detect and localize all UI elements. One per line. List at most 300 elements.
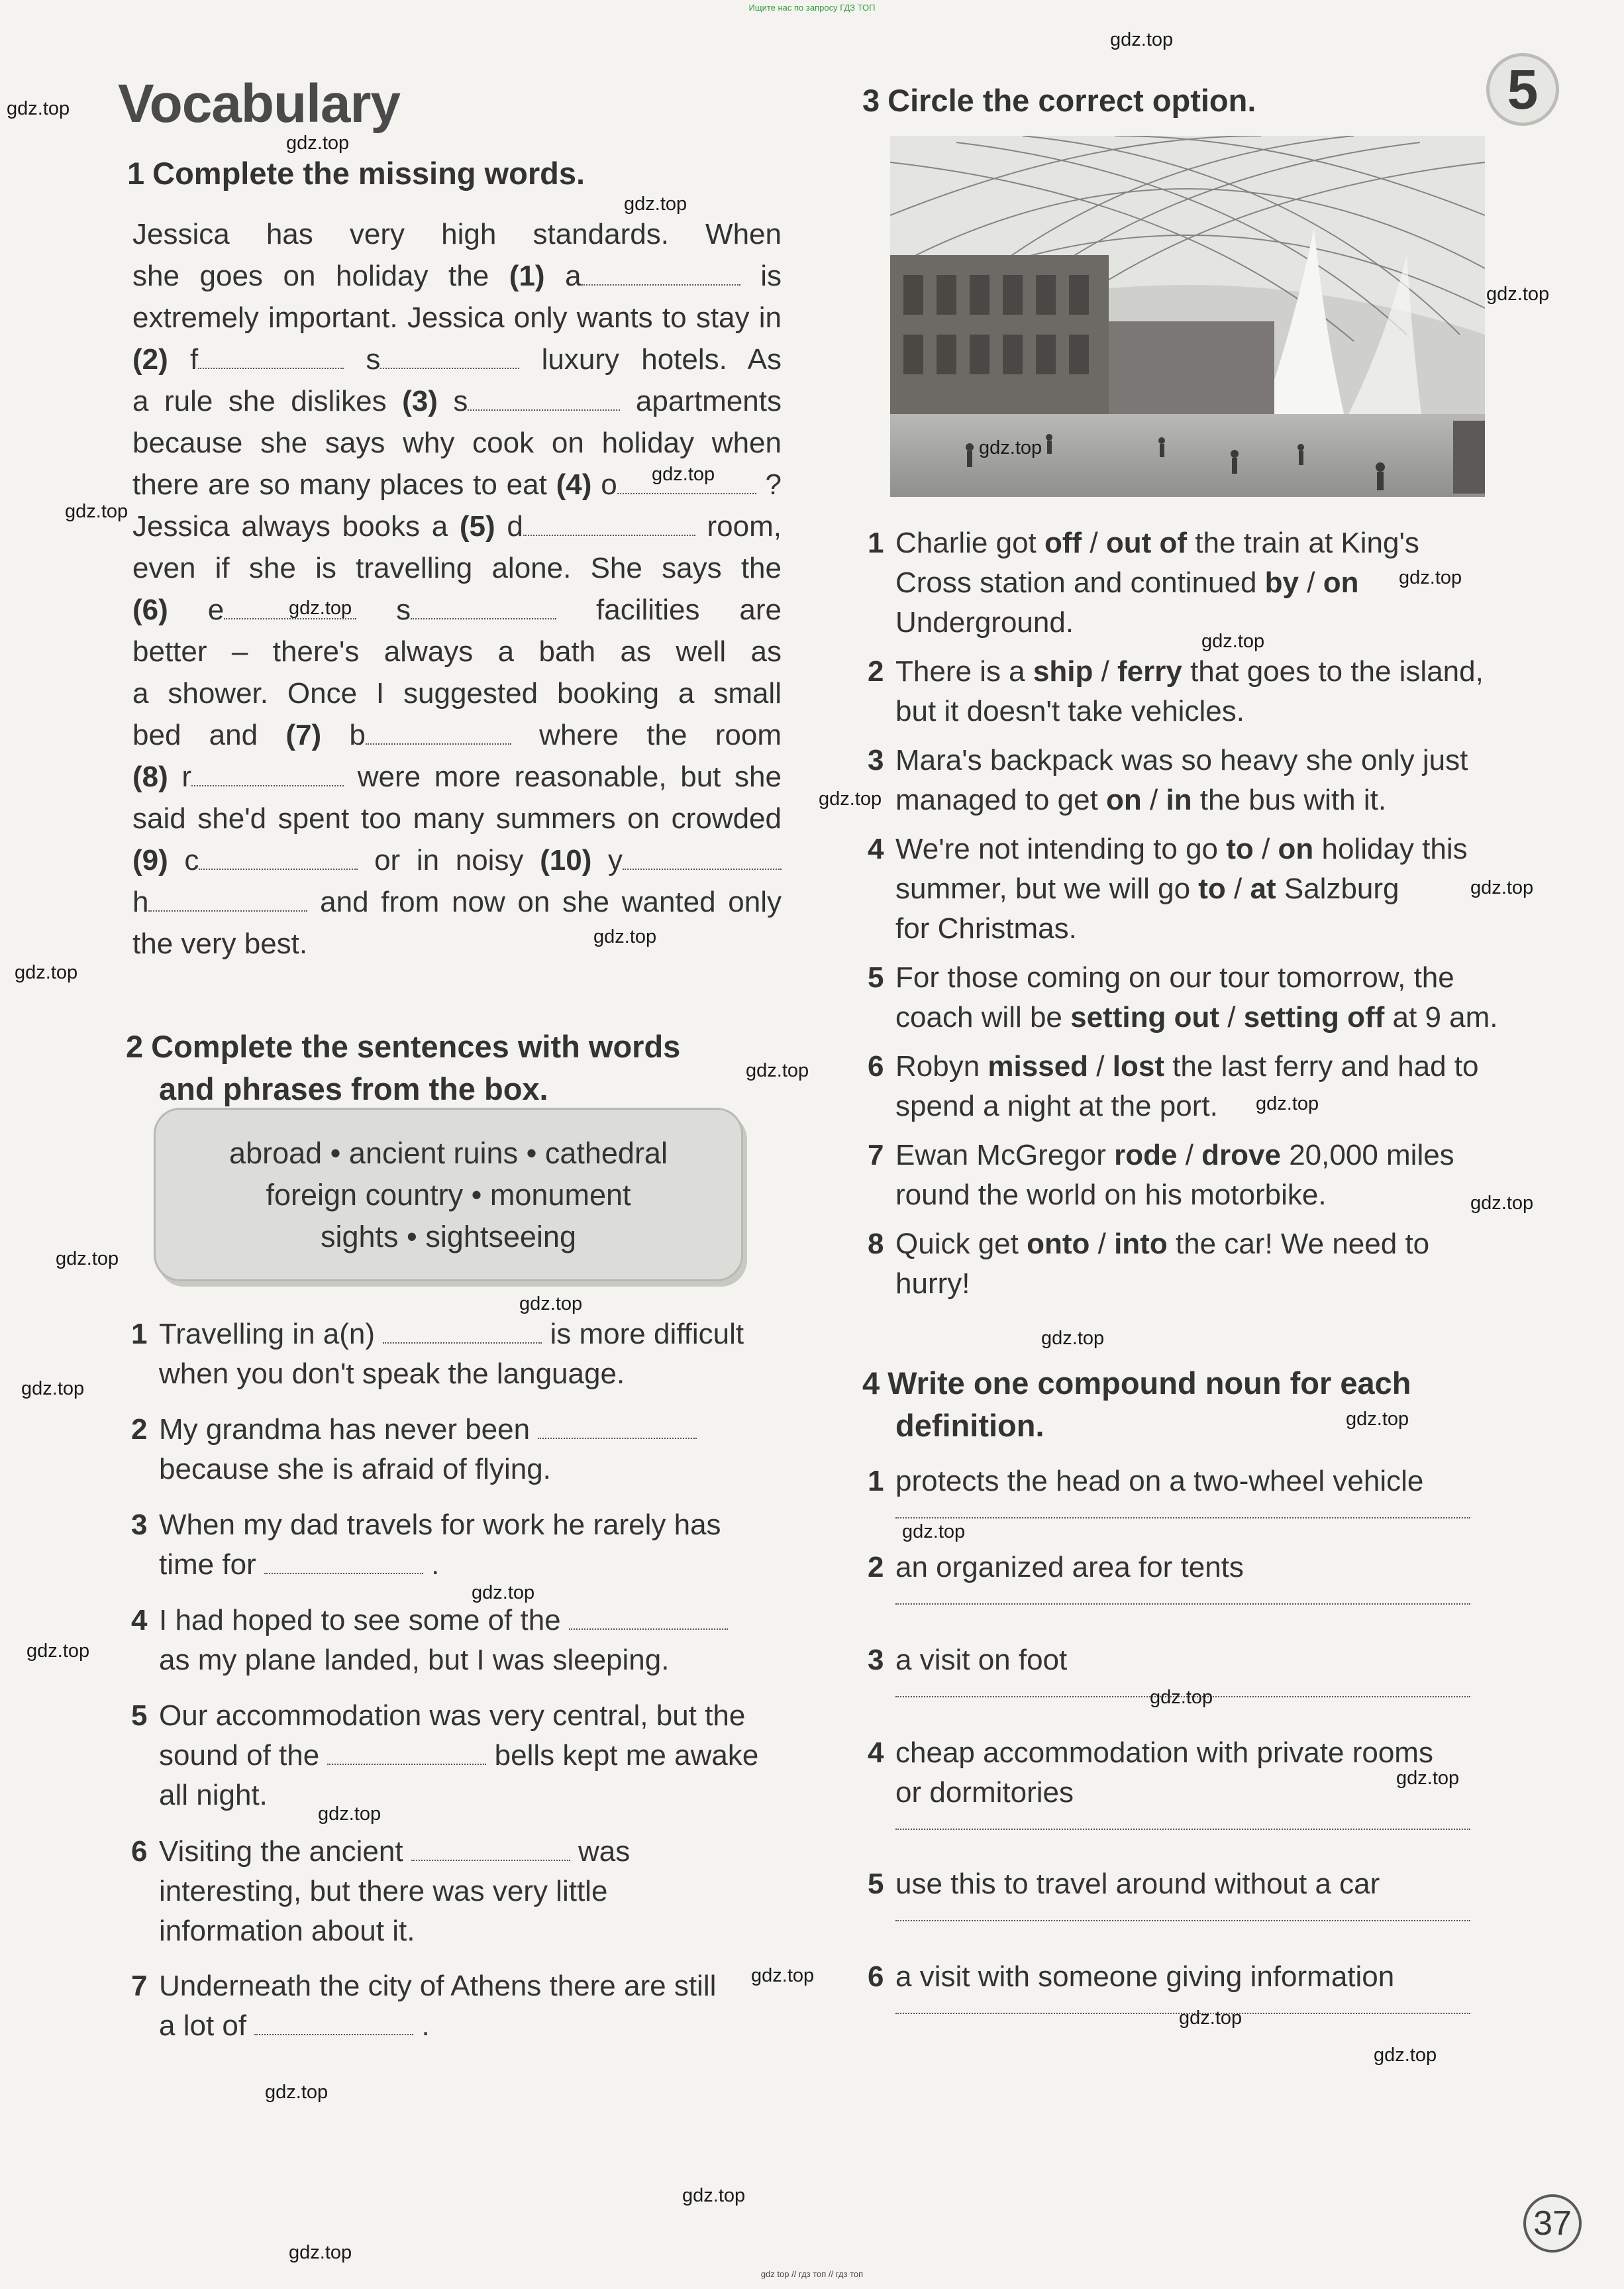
text-fragment: sound of the [159, 1739, 328, 1772]
item-line [159, 1736, 788, 1776]
text-fragment: time for [159, 1548, 264, 1581]
answer-gap[interactable] [538, 1412, 697, 1439]
answer-line[interactable] [895, 1829, 1470, 1830]
text-fragment: facilities are [556, 594, 782, 626]
page-number: 37 [1523, 2194, 1582, 2253]
watermark-text: gdz.top [979, 437, 1042, 458]
text-fragment: Mara's backpack was so heavy she only just [895, 744, 1468, 776]
text-fragment: spend a night at the port. [895, 1090, 1218, 1122]
text-fragment: extremely important. Jessica only wants to stay in [132, 301, 782, 334]
text-fragment: Ewan McGregor [895, 1139, 1115, 1171]
exercise-2-heading [126, 1026, 680, 1110]
option-word[interactable]: ship [1033, 655, 1093, 688]
exercise-3-item [868, 1224, 1525, 1304]
watermark-text: gdz.top [519, 1293, 583, 1314]
definition-text: use this to travel around without a car [895, 1868, 1380, 1900]
exercise-3-item [868, 1136, 1525, 1215]
text-fragment: Visiting the ancient [159, 1835, 411, 1868]
exercise-2-item [131, 1410, 788, 1489]
item-line [895, 523, 1525, 563]
text-line [132, 714, 782, 756]
text-fragment: where the room [511, 719, 782, 751]
answer-line[interactable] [895, 1517, 1470, 1518]
exercise-4-item [868, 1957, 1492, 2014]
option-word[interactable]: by [1264, 566, 1299, 599]
text-line [132, 589, 782, 631]
item-line [159, 1450, 788, 1489]
text-fragment: holiday this [1313, 833, 1468, 865]
gap-letter: f [168, 343, 199, 376]
text-line [132, 672, 782, 714]
watermark-text: gdz.top [1399, 567, 1462, 588]
gap-number: (8) [132, 761, 168, 793]
text-fragment: When my dad travels for work he rarely has [159, 1509, 721, 1541]
text-fragment: My grandma has never been [159, 1413, 538, 1446]
text-fragment: Travelling in a(n) [159, 1318, 383, 1350]
item-number: 1 [868, 1465, 884, 1497]
gap-number: (2) [132, 343, 168, 376]
gap-letter: r [168, 761, 192, 793]
text-fragment: the bus with it. [1192, 784, 1387, 816]
exercise-3-item [868, 829, 1525, 949]
item-line [895, 958, 1525, 998]
text-fragment: apartments [620, 385, 782, 417]
gap-number: (1) [509, 260, 545, 292]
item-number: 1 [131, 1318, 148, 1350]
exercise-2-item [131, 1601, 788, 1680]
text-fragment: s [344, 343, 381, 376]
watermark-text: gdz.top [819, 788, 882, 810]
exercise-title-line: Complete the sentences with words [151, 1029, 681, 1064]
watermark-text: gdz.top [318, 1803, 381, 1825]
answer-gap[interactable] [411, 593, 556, 619]
word-box [154, 1108, 743, 1281]
definition-text: protects the head on a two-wheel vehicle [895, 1465, 1424, 1497]
text-fragment: / [1177, 1139, 1202, 1171]
answer-gap[interactable] [264, 1548, 423, 1574]
exercise-4-item [868, 1462, 1492, 1518]
watermark-text: gdz.top [624, 193, 687, 215]
item-line [159, 1354, 788, 1394]
item-line [895, 692, 1525, 731]
option-word[interactable]: on [1106, 784, 1142, 816]
definition-text: a visit on foot [895, 1644, 1068, 1676]
item-line [159, 2006, 788, 2046]
watermark-text: gdz.top [1110, 29, 1174, 50]
gap-number: (10) [540, 844, 592, 877]
item-line [159, 1696, 788, 1736]
text-line [132, 297, 782, 339]
gap-letter: d [495, 510, 523, 543]
answer-gap[interactable] [191, 760, 344, 786]
item-line [895, 869, 1525, 909]
text-fragment: is [740, 260, 782, 292]
item-number: 6 [131, 1835, 148, 1868]
item-number: 7 [868, 1139, 884, 1171]
text-fragment: Jessica always books a [132, 510, 460, 543]
watermark-text: gdz.top [472, 1582, 535, 1603]
text-fragment: but it doesn't take vehicles. [895, 695, 1244, 727]
item-line [895, 909, 1525, 949]
exercise-title-line: definition. [895, 1408, 1044, 1443]
item-number: 8 [868, 1228, 884, 1260]
text-fragment: managed to get [895, 784, 1107, 816]
item-number: 1 [868, 527, 884, 559]
watermark-text: gdz.top [1179, 2007, 1243, 2029]
answer-gap[interactable] [198, 343, 344, 369]
option-word[interactable]: to [1226, 833, 1254, 865]
word-box-line: abroad • ancient ruins • cathedral [229, 1136, 668, 1170]
item-line [159, 1505, 788, 1545]
watermark-text: gdz.top [1486, 284, 1550, 305]
exercise-2-item [131, 1696, 788, 1815]
option-word[interactable]: setting off [1243, 1001, 1385, 1034]
gap-letter: o [591, 468, 617, 501]
watermark-text: gdz.top [746, 1060, 809, 1081]
item-line [159, 1911, 788, 1951]
answer-gap[interactable] [468, 384, 620, 411]
text-fragment: . [413, 2009, 430, 2042]
item-line [895, 1264, 1525, 1304]
exercise-3-item [868, 741, 1525, 820]
option-word[interactable]: lost [1112, 1050, 1164, 1083]
exercise-3-heading [862, 80, 1256, 122]
text-fragment: Underneath the city of Athens there are still [159, 1970, 717, 2002]
text-line [132, 547, 782, 589]
text-line [132, 631, 782, 672]
watermark-text: gdz.top [751, 1965, 815, 1986]
item-number: 2 [131, 1413, 148, 1446]
text-line [132, 881, 782, 923]
text-line [132, 923, 782, 965]
answer-gap[interactable] [411, 1835, 570, 1861]
text-fragment: For those coming on our tour tomorrow, the [895, 961, 1454, 994]
text-fragment: or in noisy [358, 844, 540, 877]
watermark-text: gdz.top [1470, 1193, 1534, 1214]
item-line [895, 998, 1525, 1038]
item-line [895, 829, 1525, 869]
exercise-2-item [131, 1314, 788, 1394]
answer-gap[interactable] [623, 843, 782, 870]
item-number: 6 [868, 1050, 884, 1083]
option-word[interactable]: setting out [1070, 1001, 1219, 1034]
bottom-banner: gdz top // гдз топ // гдз топ [760, 2269, 864, 2279]
text-fragment: coach will be [895, 1001, 1071, 1034]
gap-number: (7) [285, 719, 322, 751]
definition-text: or dormitories [895, 1776, 1074, 1809]
text-fragment: Our accommodation was very central, but the [159, 1699, 746, 1732]
watermark-text: gdz.top [1256, 1093, 1319, 1114]
text-fragment: were more reasonable, but she [344, 761, 782, 793]
watermark-text: gdz.top [1396, 1768, 1460, 1789]
text-fragment: that goes to the island, [1182, 655, 1484, 688]
text-fragment: is more difficult [542, 1318, 744, 1350]
option-word[interactable]: missed [988, 1050, 1089, 1083]
text-line [132, 213, 782, 255]
text-fragment: / [1225, 873, 1250, 905]
gap-letter: b [321, 719, 366, 751]
watermark-text: gdz.top [289, 2242, 352, 2263]
text-fragment: h [132, 886, 149, 918]
option-word[interactable]: to [1198, 873, 1226, 905]
exercise-2-item [131, 1505, 788, 1585]
exercise-1-text [132, 213, 782, 965]
exercise-2-item [131, 1966, 788, 2046]
watermark-text: gdz.top [682, 2185, 746, 2206]
option-word[interactable]: ferry [1117, 655, 1182, 688]
option-word[interactable]: at [1250, 873, 1276, 905]
text-fragment: Charlie got [895, 527, 1045, 559]
option-word[interactable]: off [1044, 527, 1082, 559]
option-word[interactable]: out of [1105, 527, 1188, 559]
text-fragment: / [1141, 784, 1166, 816]
text-fragment: and from now on she wanted only [307, 886, 782, 918]
gap-letter: c [168, 844, 199, 877]
option-word[interactable]: into [1114, 1228, 1168, 1260]
text-fragment: because she is afraid of flying. [159, 1453, 551, 1485]
text-fragment: I had hoped to see some of the [159, 1604, 569, 1636]
watermark-text: gdz.top [286, 133, 350, 154]
text-fragment: / [1093, 655, 1118, 688]
text-fragment: / [1082, 527, 1106, 559]
item-number: 6 [868, 1960, 884, 1993]
option-word[interactable]: drove [1201, 1139, 1281, 1171]
text-fragment: information about it. [159, 1915, 415, 1947]
text-fragment: room, [695, 510, 782, 543]
answer-gap[interactable] [380, 343, 519, 369]
text-fragment: said she'd spent too many summers on crowded [132, 802, 782, 835]
item-line [159, 1872, 788, 1911]
text-line [132, 255, 782, 297]
definition-text: cheap accommodation with private rooms [895, 1736, 1433, 1769]
item-number: 2 [868, 655, 884, 688]
watermark-text: gdz.top [7, 98, 70, 119]
item-line [895, 1175, 1525, 1215]
text-fragment: the car! We need to [1167, 1228, 1430, 1260]
item-line [159, 1776, 788, 1815]
gap-number: (5) [459, 510, 495, 543]
text-fragment: s [356, 594, 411, 626]
text-fragment: as my plane landed, but I was sleeping. [159, 1644, 670, 1676]
text-fragment: a shower. Once I suggested booking a small [132, 677, 782, 710]
item-number: 4 [868, 833, 884, 865]
watermark-text: gdz.top [1201, 631, 1265, 652]
text-line [132, 422, 782, 464]
item-line [159, 1966, 788, 2006]
item-line [895, 1136, 1525, 1175]
watermark-text: gdz.top [289, 598, 352, 619]
gap-letter: e [168, 594, 225, 626]
answer-gap[interactable] [366, 718, 511, 745]
exercise-3-item [868, 652, 1525, 731]
option-word[interactable]: on [1323, 566, 1359, 599]
text-line [132, 839, 782, 881]
text-fragment: Quick get [895, 1228, 1027, 1260]
unit-badge: 5 [1486, 53, 1559, 126]
text-fragment: We're not intending to go [895, 833, 1227, 865]
text-fragment: bed and [132, 719, 286, 751]
watermark-text: gdz.top [1346, 1409, 1409, 1430]
text-fragment: / [1219, 1001, 1244, 1034]
definition-text: an organized area for tents [895, 1551, 1244, 1583]
watermark-text: gdz.top [1150, 1687, 1213, 1708]
text-fragment: the train at King's [1187, 527, 1419, 559]
answer-gap[interactable] [523, 509, 695, 536]
item-line [895, 741, 1525, 780]
exercise-3-item [868, 1047, 1525, 1126]
item-number: 3 [868, 744, 884, 776]
watermark-text: gdz.top [15, 962, 78, 983]
item-number: 5 [131, 1699, 148, 1732]
text-fragment: she goes on holiday the [132, 260, 509, 292]
text-fragment: because she says why cook on holiday when [132, 427, 782, 459]
text-fragment: when you don't speak the language. [159, 1357, 625, 1390]
text-fragment: 20,000 miles [1280, 1139, 1454, 1171]
answer-gap[interactable] [327, 1738, 486, 1765]
section-title: Vocabulary [118, 74, 400, 134]
watermark-text: gdz.top [652, 464, 715, 485]
text-line [132, 798, 782, 839]
text-fragment: bells kept me awake [486, 1739, 759, 1772]
text-fragment: round the world on his motorbike. [895, 1179, 1327, 1211]
text-fragment: / [1253, 833, 1278, 865]
text-fragment: Jessica has very high standards. When [132, 218, 782, 250]
item-line [159, 1410, 788, 1450]
text-line [132, 380, 782, 422]
item-number: 5 [868, 961, 884, 994]
text-fragment: all night. [159, 1779, 268, 1811]
text-fragment: y [591, 844, 623, 877]
text-fragment: at 9 am. [1384, 1001, 1498, 1034]
answer-gap[interactable] [254, 2009, 413, 2035]
watermark-text: gdz.top [26, 1640, 90, 1662]
item-line [159, 1314, 788, 1354]
item-number: 4 [868, 1736, 884, 1769]
exercise-number: 1 [127, 156, 145, 191]
text-fragment: a rule she dislikes [132, 385, 403, 417]
item-line [159, 1545, 788, 1585]
item-number: 2 [868, 1551, 884, 1583]
item-number: 3 [868, 1644, 884, 1676]
text-fragment: Cross station and continued [895, 566, 1265, 599]
watermark-text: gdz.top [1470, 877, 1534, 898]
exercise-title-line: Write one compound noun for each [888, 1365, 1411, 1401]
top-banner: Ищите нас по запросу ГДЗ ТОП [748, 3, 876, 13]
answer-line[interactable] [895, 1603, 1470, 1605]
exercise-number: 4 [862, 1365, 880, 1401]
exercise-title-line: and phrases from the box. [159, 1071, 548, 1106]
item-number: 3 [131, 1509, 148, 1541]
gap-number: (6) [132, 594, 168, 626]
text-fragment: / [1088, 1050, 1113, 1083]
option-word[interactable]: on [1278, 833, 1314, 865]
text-fragment: Robyn [895, 1050, 988, 1083]
text-fragment: ? [756, 468, 782, 501]
watermark-text: gdz.top [1041, 1328, 1105, 1349]
text-fragment: a lot of [159, 2009, 255, 2042]
word-box-line: sights • sightseeing [321, 1219, 576, 1253]
exercise-1-heading [127, 152, 585, 195]
answer-gap[interactable] [383, 1317, 542, 1344]
exercise-title: Complete the missing words. [152, 156, 585, 191]
exercise-4-item [868, 1864, 1492, 1921]
text-fragment: luxury hotels. As [519, 343, 782, 376]
gap-letter: a [544, 260, 582, 292]
item-line [895, 1047, 1525, 1087]
option-word[interactable]: rode [1114, 1139, 1178, 1171]
text-line [132, 506, 782, 547]
exercise-4-item [868, 1548, 1492, 1605]
answer-gap[interactable] [148, 885, 307, 912]
text-fragment: summer, but we will go [895, 873, 1199, 905]
text-fragment: / [1090, 1228, 1115, 1260]
item-line [159, 1640, 788, 1680]
answer-gap[interactable] [199, 843, 358, 870]
answer-gap[interactable] [569, 1603, 728, 1630]
item-number: 4 [131, 1604, 148, 1636]
exercise-title: Circle the correct option. [888, 83, 1256, 118]
item-line [895, 780, 1525, 820]
text-fragment: interesting, but there was very little [159, 1875, 608, 1907]
text-fragment: there are so many places to eat [132, 468, 556, 501]
item-number: 7 [131, 1970, 148, 2002]
watermark-text: gdz.top [1374, 2045, 1437, 2066]
text-fragment: better – there's always a bath as well as [132, 635, 782, 668]
item-line [159, 1832, 788, 1872]
watermark-text: gdz.top [902, 1521, 966, 1542]
exercise-4-heading [862, 1362, 1411, 1447]
text-fragment: was [570, 1835, 631, 1868]
exercise-2-item [131, 1832, 788, 1951]
text-fragment: for Christmas. [895, 912, 1077, 945]
item-line [895, 1087, 1525, 1126]
option-word[interactable]: in [1166, 784, 1192, 816]
text-fragment: / [1299, 566, 1323, 599]
answer-gap[interactable] [582, 259, 740, 286]
watermark-text: gdz.top [65, 501, 128, 522]
text-fragment: the last ferry and had to [1164, 1050, 1479, 1083]
item-line [159, 1601, 788, 1640]
exercise-number: 2 [126, 1029, 144, 1064]
exercise-number: 3 [862, 83, 880, 118]
option-word[interactable]: onto [1027, 1228, 1090, 1260]
item-number: 5 [868, 1868, 884, 1900]
watermark-text: gdz.top [265, 2082, 329, 2103]
definition-text: a visit with someone giving information [895, 1960, 1395, 1993]
gap-number: (9) [132, 844, 168, 877]
text-fragment: . [423, 1548, 440, 1581]
gap-number: (3) [402, 385, 438, 417]
watermark-text: gdz.top [56, 1248, 119, 1269]
text-line [132, 756, 782, 798]
exercise-3-item [868, 958, 1525, 1038]
answer-line[interactable] [895, 1920, 1470, 1921]
item-line [895, 652, 1525, 692]
text-fragment: Salzburg [1276, 873, 1399, 905]
text-fragment: Underground. [895, 606, 1074, 639]
word-box-line: foreign country • monument [266, 1177, 631, 1212]
text-fragment: hurry! [895, 1267, 970, 1300]
text-fragment: the very best. [132, 928, 308, 960]
text-line [132, 339, 782, 380]
gap-number: (4) [556, 468, 592, 501]
watermark-text: gdz.top [593, 926, 657, 947]
item-line [895, 1224, 1525, 1264]
text-fragment: even if she is travelling alone. She says the [132, 552, 782, 584]
gap-letter: s [437, 385, 468, 417]
watermark-text: gdz.top [21, 1378, 85, 1399]
text-fragment: There is a [895, 655, 1033, 688]
